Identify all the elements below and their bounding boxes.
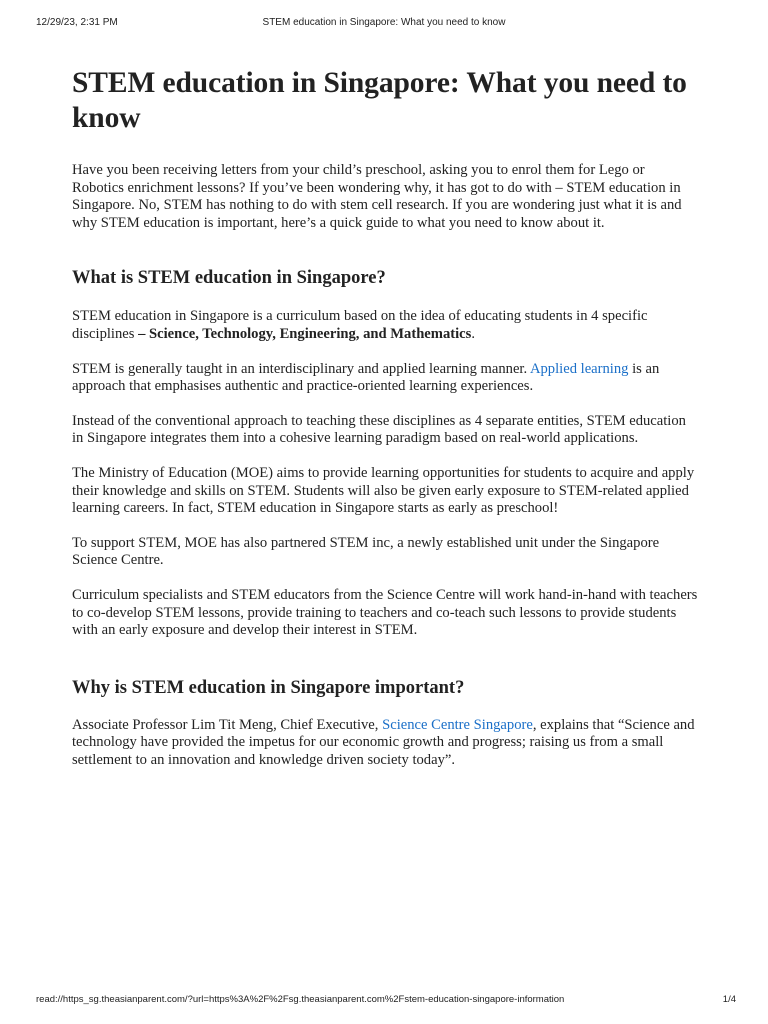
article-title: STEM education in Singapore: What you need to know	[72, 67, 687, 134]
science-centre-link[interactable]: Science Centre Singapore	[382, 716, 533, 733]
applied-learning-paragraph	[72, 361, 700, 396]
moe-paragraph: The Ministry of Education (MOE) aims to provide learning opportunities for students to acquire and apply their knowledge and skills on STEM. Students will also be given early exposure to STEM-related applied learning careers. In fact, STEM education in Singapore starts as early as preschool!	[72, 464, 695, 517]
print-header	[36, 17, 732, 33]
applied-learning-before: STEM is generally taught in an interdisciplinary and applied learning manner.	[72, 360, 530, 377]
definition-paragraph	[72, 308, 700, 343]
article-body	[72, 66, 700, 769]
print-url: read://https_sg.theasianparent.com/?url=https%3A%2F%2Fsg.theasianparent.com%2Fstem-education-singapore-information	[36, 994, 565, 1005]
intro-paragraph: Have you been receiving letters from your child’s preschool, asking you to enrol them for Lego or Robotics enrichment lessons? If you’ve been wondering why, it has got to do with – STEM education in Singapore. No, STEM has nothing to do with stem cell research. If you are wondering just what it is and why STEM education is important, here’s a quick guide to what you need to know about it.	[72, 162, 682, 231]
quote-before: Associate Professor Lim Tit Meng, Chief Executive,	[72, 716, 383, 733]
definition-text: STEM education in Singapore is a curriculum based on the idea of educating students in 4 specific disciplines	[72, 308, 648, 342]
quote-after: , explains that “Science and technology have provided the impetus for our economic growth and progress; raising us from a small settlement to an innovation and knowledge driven society today”.	[72, 716, 695, 768]
print-page-title: STEM education in Singapore: What you need to know	[262, 17, 506, 28]
disciplines-bold: – Science, Technology, Engineering, and Mathematics	[138, 325, 472, 342]
print-datetime: 12/29/23, 2:31 PM	[36, 17, 118, 28]
definition-end: .	[471, 325, 475, 342]
page-number: 1/4	[722, 994, 736, 1005]
stem-inc-paragraph: To support STEM, MOE has also partnered STEM inc, a newly established unit under the Singapore Science Centre.	[72, 534, 660, 569]
applied-learning-link[interactable]: Applied learning	[529, 360, 629, 377]
applied-learning-after: is an approach that emphasises authentic and practice-oriented learning experiences.	[72, 360, 660, 395]
print-footer	[36, 994, 736, 1010]
section-heading-why-important: Why is STEM education in Singapore important?	[72, 677, 465, 698]
curriculum-paragraph: Curriculum specialists and STEM educators from the Science Centre will work hand-in-hand with teachers to co-develop STEM lessons, provide training to teachers and co-teach such lessons to provide students with an early exposure and develop their interest in STEM.	[72, 586, 698, 639]
quote-paragraph	[72, 717, 700, 770]
section-heading-what-is-stem: What is STEM education in Singapore?	[72, 268, 386, 289]
integration-paragraph: Instead of the conventional approach to teaching these disciplines as 4 separate entities, STEM education in Singapore integrates them into a cohesive learning paradigm based on real-world applications.	[72, 412, 686, 447]
